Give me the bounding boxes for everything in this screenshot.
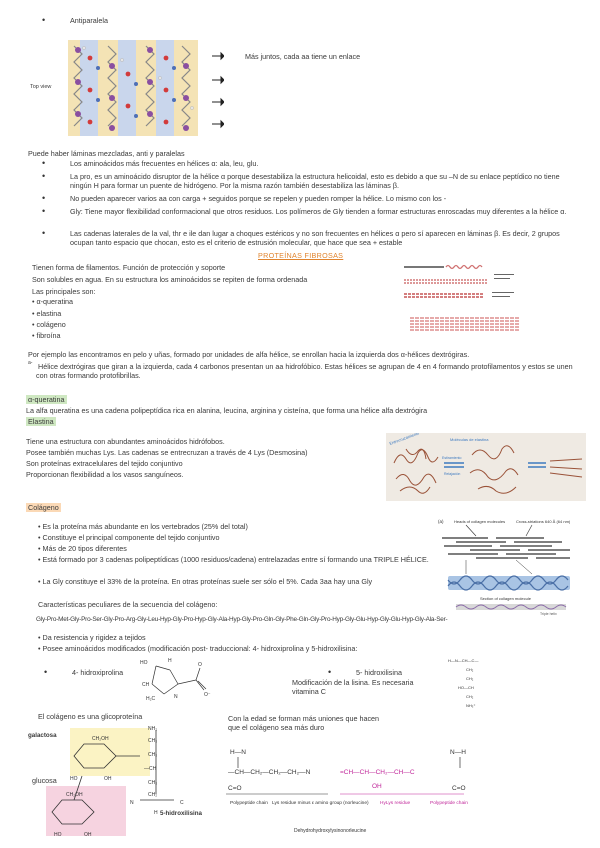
crosslink-label-2: HyLys residue <box>380 801 411 806</box>
collagen-fig-marker: (a) <box>438 519 444 524</box>
keratin-label <box>26 395 67 404</box>
fibrous-line-1: Tienen forma de filamentos. Función de protección y soporte <box>32 263 226 272</box>
svg-text:O: O <box>198 662 202 668</box>
elastin-fig-label-1: Moléculas de elastina <box>450 437 489 442</box>
svg-text:NH₃⁺: NH₃⁺ <box>466 703 476 708</box>
crosslink-name: Dehydrohydroxylysinonorleucine <box>294 828 367 834</box>
hydroxylysine-label: • 5- hidroxilisina <box>356 668 402 677</box>
collagen-bullet-3: • Más de 20 tipos diferentes <box>38 544 127 553</box>
svg-text:NH₂: NH₂ <box>148 726 158 732</box>
crosslink-label-1: Lys residue minus ε amino group (norleucine) <box>272 801 369 806</box>
galactose-label: galactosa <box>28 732 57 739</box>
collagen-label-text: Colágeno <box>28 503 59 512</box>
svg-text:OH: OH <box>372 783 382 790</box>
svg-text:—CH—CH₂—CH₂—CH₂—N: —CH—CH₂—CH₂—CH₂—N <box>228 769 311 776</box>
collagen-label <box>26 503 61 512</box>
glycosylated-hyl-structure <box>44 724 204 842</box>
svg-text:H: H <box>154 810 158 816</box>
svg-text:O⁻: O⁻ <box>204 692 211 698</box>
svg-text:—CH: —CH <box>144 766 157 772</box>
elastin-line-2: Posee también muchas Lys. Las cadenas se entrecruzan a través de 4 Lys (Desmosina) <box>26 448 308 457</box>
collagen-fig-label-0: Heads of collagen molecules <box>454 519 506 524</box>
type-collagen: • colágeno <box>32 320 66 329</box>
heading-antiparallel: • Antiparalela <box>70 16 108 25</box>
fibrous-line-3: Las principales son: <box>32 287 96 296</box>
elastin-line-3: Son proteínas extracelulares del tejido conjuntivo <box>26 459 183 468</box>
svg-text:CH₂: CH₂ <box>466 676 474 681</box>
collagen-bullet-2: • Constituye el principal componente del tejido conjuntivo <box>38 533 220 542</box>
bullet-proline: • La pro, es un aminoácido disruptor de la hélice α porque desestabiliza la estructura helicoidal, esto es debido a que su –N de su enlace peptídico no tiene ningún H para formar un puente de hidrógeno. Por la misma razón también desestabiliza las láminas β. <box>70 172 570 191</box>
antiparallel-note: Más juntos, cada aa tiene un enlace <box>245 52 361 61</box>
fibrous-para-2: Hélice dextrógiras que giran a la izquierda, cada 4 carbonos presentan un aa hidrofóbico. Estas hélices se agrupan de 4 en 4 formando protofilamentos y estos se unen con otras formando protofibrillas. <box>36 362 573 381</box>
svg-text:CH₂: CH₂ <box>466 694 474 699</box>
type-keratin: • α-queratina <box>32 297 74 306</box>
svg-text:=CH—CH—CH₂—CH—C: =CH—CH—CH₂—CH—C <box>340 769 415 776</box>
sheet-direction-arrows <box>212 50 224 130</box>
collagen-fiber-figure <box>436 516 576 616</box>
svg-text:C=O: C=O <box>228 785 242 792</box>
svg-text:HO: HO <box>70 776 78 782</box>
elastin-fig-label-3: Relajación <box>444 472 461 476</box>
collagen-bullet-1: • Es la proteína más abundante en los vertebrados (25% del total) <box>38 522 248 531</box>
fibrous-para-1: Por ejemplo las encontramos en pelo y uñas, formado por unidades de alfa hélice, se enrollan hacia la izquierda dos α-hélices dextrógiras. <box>28 350 470 359</box>
hydroxylysine-note: Modificación de la lisina. Es necesaria vitamina C <box>292 678 414 697</box>
svg-text:N: N <box>174 694 178 700</box>
hyl-label: 5-hidroxilisina <box>160 810 202 817</box>
top-view-label: Top view <box>30 84 52 90</box>
crosslink-structure <box>224 740 484 836</box>
svg-text:H: H <box>168 658 172 664</box>
svg-text:CH₂: CH₂ <box>466 667 474 672</box>
svg-text:C: C <box>180 800 184 806</box>
glucose-label: glucosa <box>32 776 57 785</box>
bullet-charges: • No pueden aparecer varios aa con carga + seguidos porque se repelen y pueden romper la hélice. Lo mismo con los - <box>70 194 570 203</box>
svg-text:CH₂: CH₂ <box>148 738 158 744</box>
svg-text:H—N—CH—C—: H—N—CH—C— <box>448 658 479 663</box>
type-fibroin: • fibroína <box>32 331 61 340</box>
elastin-label-text: Elastina <box>28 417 54 426</box>
svg-text:CH₂: CH₂ <box>148 792 158 798</box>
svg-text:HO: HO <box>54 832 62 838</box>
elastin-line-1: Tiene una estructura con abundantes aminoácidos hidrófobos. <box>26 437 225 446</box>
fibrous-title: PROTEÍNAS FIBROSAS <box>258 251 344 260</box>
antiparallel-sheet-figure <box>60 38 210 138</box>
svg-text:CH₂OH: CH₂OH <box>92 736 109 742</box>
bullet-steric: • Las cadenas laterales de la val, thr e ile dan lugar a choques estéricos y no son frecuentes en hélices α pero sí aparecen en láminas β. Es decir, 2 grupos ocupan tanto espacio que chocan, esto es el criterio de estrusión molecular, que hace que sea + estable <box>70 229 570 248</box>
keratin-label-text: α-queratina <box>28 395 65 404</box>
collagen-bullet-5: • La Gly constituye el 33% de la proteína. En otras proteínas suele ser sólo el 5%. Cada 3aa hay una Gly <box>38 577 373 586</box>
svg-text:HO: HO <box>140 660 148 666</box>
glycoprotein-note: El colágeno es una glicoproteína <box>38 712 143 721</box>
svg-text:C=O: C=O <box>452 785 466 792</box>
svg-text:HO—CH: HO—CH <box>458 685 474 690</box>
mixed-sheets-intro: Puede haber láminas mezcladas, anti y paralelas <box>28 149 185 158</box>
elastin-line-4: Proporcionan flexibilidad a los vasos sanguíneos. <box>26 470 184 479</box>
sequence-title: Características peculiares de la secuencia del colágeno: <box>38 600 218 609</box>
collagen-fig-label-1: Cross-striations 640 Å (64 nm) <box>516 519 571 524</box>
collagen-extra-2: • Posee aminoácidos modificados (modificación post- traduccional: 4- hidroxiprolina y 5-hidroxilisina: <box>38 644 358 653</box>
svg-text:CH₂: CH₂ <box>148 780 158 786</box>
collagen-sequence: Gly-Pro-Met-Gly-Pro-Ser-Gly-Pro-Arg-Gly-Leu-Hyp-Gly-Pro-Hyp-Gly-Ala-Hyp-Gly-Pro-Gln-Gly-Phe-Gln-Gly-Pro-Hyp-Gly-Glu-Hyp-Gly-Glu-Hyp-Gly-Ala-Ser- <box>36 616 448 623</box>
type-elastin: • elastina <box>32 309 62 318</box>
age-note: Con la edad se forman más uniones que hacen que el colágeno sea más duro <box>228 714 380 733</box>
collagen-fig-label-2: Section of collagen molecule <box>480 596 531 601</box>
collagen-fig-label-3: Triple helix <box>540 612 557 616</box>
svg-text:H₂C: H₂C <box>146 696 156 702</box>
collagen-bullet-4: • Está formado por 3 cadenas polipeptídicas (1000 residuos/cadena) entrelazadas entre sí formando una TRIPLE HÉLICE. <box>38 555 429 564</box>
svg-text:CH: CH <box>142 682 150 688</box>
hydroxylysine-structure <box>444 654 514 714</box>
svg-text:N—H: N—H <box>450 749 466 756</box>
svg-text:CH₂OH: CH₂OH <box>66 792 83 798</box>
svg-text:OH: OH <box>84 832 92 838</box>
svg-text:CH₂: CH₂ <box>148 752 158 758</box>
keratin-fiber-figure <box>388 262 528 342</box>
crosslink-label-0: Polypeptide chain <box>230 801 268 806</box>
svg-text:OH: OH <box>104 776 112 782</box>
elastin-fig-label-2: Estiramiento <box>442 456 462 460</box>
crosslink-label-3: Polypeptide chain <box>430 801 468 806</box>
bullet-helix-aa: • Los aminoácidos más frecuentes en hélices α: ala, leu, glu. <box>70 159 570 168</box>
hydroxyproline-structure <box>138 654 228 704</box>
hydroxyproline-label: • 4- hidroxiprolina <box>72 668 123 677</box>
svg-text:N: N <box>130 800 134 806</box>
fibrous-line-2: Son solubles en agua. En su estructura los aminoácidos se repiten de forma ordenada <box>32 275 308 284</box>
para2-prefix: a- <box>28 360 33 366</box>
keratin-text: La alfa queratina es una cadena polipeptídica rica en alanina, leucina, arginina y cisteína, que forma una hélice alfa dextrógira <box>26 406 428 415</box>
elastin-fig-label-0: Entrecruzamiento <box>388 433 420 446</box>
collagen-extra-1: • Da resistencia y rigidez a tejidos <box>38 633 146 642</box>
elastin-label <box>26 417 56 426</box>
svg-text:H—N: H—N <box>230 749 246 756</box>
elastin-figure <box>386 433 586 501</box>
bullet-glycine: • Gly: Tiene mayor flexibilidad conformacional que otros residuos. Los polímeros de Gly tienden a formar estructuras enroscadas muy diferentes a la hélice α. <box>70 207 570 216</box>
